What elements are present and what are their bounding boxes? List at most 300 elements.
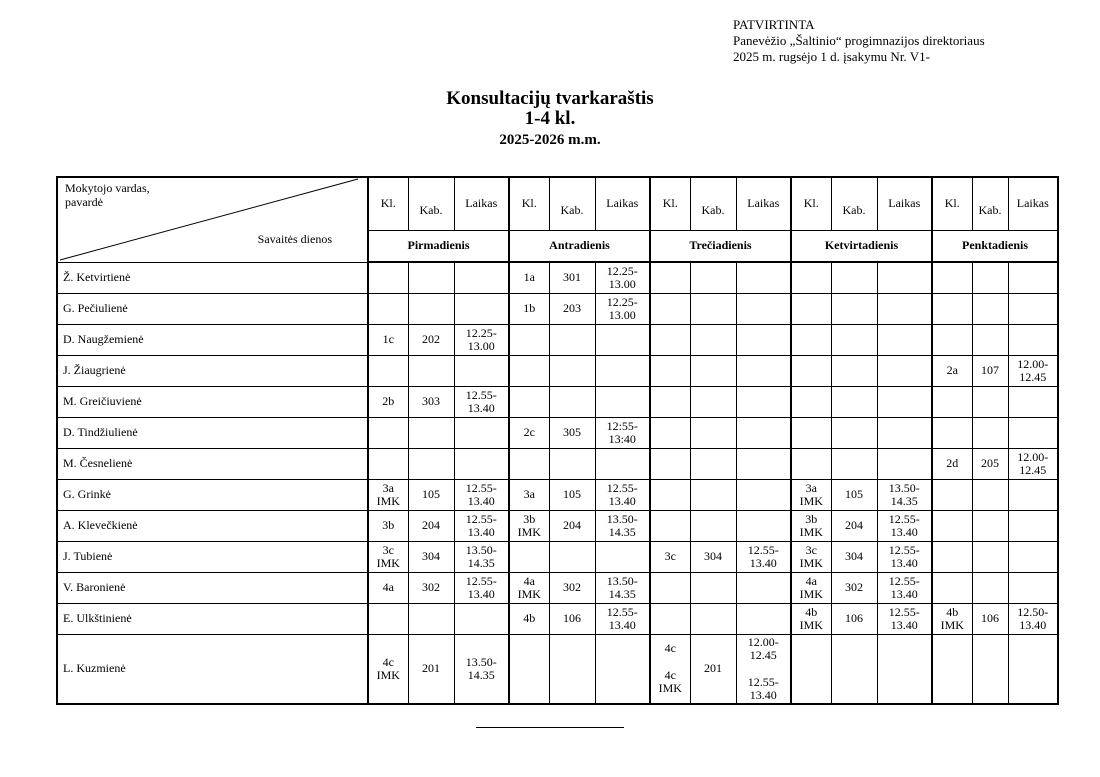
room-cell bbox=[831, 448, 877, 479]
time-cell bbox=[877, 448, 932, 479]
class-cell bbox=[932, 262, 972, 293]
header-time-2: Laikas bbox=[595, 177, 650, 230]
class-cell bbox=[650, 293, 690, 324]
room-cell bbox=[690, 417, 736, 448]
time-cell-line-1: 12.50- bbox=[1017, 604, 1049, 619]
class-cell bbox=[932, 634, 972, 704]
corner-header-cell bbox=[57, 177, 368, 262]
room-cell bbox=[831, 386, 877, 417]
table-row bbox=[57, 293, 1058, 324]
room-cell: 106 bbox=[831, 603, 877, 634]
time-cell bbox=[1008, 293, 1058, 324]
class-cell bbox=[509, 634, 549, 704]
time-cell bbox=[595, 603, 650, 634]
time-cell bbox=[736, 324, 791, 355]
time-cell bbox=[877, 386, 932, 417]
class-cell bbox=[368, 634, 408, 704]
title-main: Konsultacijų tvarkaraštis bbox=[446, 88, 654, 109]
time-cell bbox=[877, 293, 932, 324]
time-cell bbox=[1008, 510, 1058, 541]
time-cell bbox=[1008, 479, 1058, 510]
class-cell bbox=[791, 603, 831, 634]
header-room-2: Kab. bbox=[560, 203, 584, 218]
time-cell bbox=[595, 355, 650, 386]
time-cell-line-1: 12.55- bbox=[606, 604, 638, 619]
time-cell bbox=[877, 355, 932, 386]
class-cell-line-1: 4a bbox=[805, 573, 817, 588]
room-cell bbox=[972, 386, 1008, 417]
room-cell: 304 bbox=[690, 541, 736, 572]
room-cell: 201 bbox=[690, 634, 736, 704]
class-cell bbox=[368, 541, 408, 572]
document-title bbox=[0, 88, 1100, 151]
time-cell-line-2: 14.35 bbox=[890, 493, 918, 508]
time-cell-line-1: 12.55- bbox=[888, 604, 920, 619]
room-cell bbox=[690, 603, 736, 634]
room-cell: 105 bbox=[408, 479, 454, 510]
time-cell bbox=[1008, 603, 1058, 634]
time-cell bbox=[454, 572, 509, 603]
teacher-name: G. Grinkė bbox=[57, 479, 368, 510]
day-header-5: Penktadienis bbox=[932, 230, 1058, 262]
class-cell bbox=[932, 324, 972, 355]
header-room-cell-1 bbox=[408, 177, 454, 230]
teacher-name: J. Žiaugrienė bbox=[57, 355, 368, 386]
teacher-name: Ž. Ketvirtienė bbox=[57, 262, 368, 293]
class-cell bbox=[932, 603, 972, 634]
time-cell-line-2: 13.40 bbox=[1019, 617, 1047, 632]
room-cell: 204 bbox=[408, 510, 454, 541]
room-cell bbox=[408, 355, 454, 386]
room-cell bbox=[408, 603, 454, 634]
table-row bbox=[57, 417, 1058, 448]
room-cell bbox=[831, 324, 877, 355]
time-cell bbox=[877, 541, 932, 572]
room-cell: 202 bbox=[408, 324, 454, 355]
table-row bbox=[57, 479, 1058, 510]
class-cell: 1c bbox=[368, 324, 408, 355]
time-cell bbox=[595, 417, 650, 448]
time-cell bbox=[454, 417, 509, 448]
room-cell bbox=[972, 510, 1008, 541]
time-cell-line-2: 13.40 bbox=[890, 524, 918, 539]
time-cell bbox=[595, 634, 650, 704]
class-cell bbox=[932, 479, 972, 510]
time-cell-line-1: 12.25- bbox=[606, 294, 638, 309]
time-cell bbox=[736, 634, 791, 704]
teacher-name: A. Klevečkienė bbox=[57, 510, 368, 541]
class-cell bbox=[509, 572, 549, 603]
room-cell: 203 bbox=[549, 293, 595, 324]
time-cell bbox=[736, 510, 791, 541]
time-cell-line-1: 12.55- bbox=[888, 573, 920, 588]
room-cell: 304 bbox=[831, 541, 877, 572]
room-cell bbox=[408, 262, 454, 293]
time-cell-line-1: 13.50- bbox=[465, 542, 497, 557]
teacher-name: G. Pečiulienė bbox=[57, 293, 368, 324]
weekdays-label: Savaitės dienos bbox=[257, 231, 332, 246]
class-cell-line-2: IMK bbox=[376, 555, 400, 570]
class-cell-line-1: 4a bbox=[523, 573, 535, 588]
room-cell bbox=[831, 262, 877, 293]
class-cell-line-2: IMK bbox=[517, 524, 541, 539]
header-room-cell-4 bbox=[831, 177, 877, 230]
time-cell-line-2: 12.45 bbox=[1019, 369, 1047, 384]
class-cell: 3a bbox=[509, 479, 549, 510]
time-cell-line-2: 13.40 bbox=[467, 524, 495, 539]
table-row bbox=[57, 324, 1058, 355]
class-cell bbox=[791, 448, 831, 479]
time-cell bbox=[1008, 572, 1058, 603]
room-cell bbox=[549, 386, 595, 417]
class-cell bbox=[650, 448, 690, 479]
teacher-name: D. Tindžiulienė bbox=[57, 417, 368, 448]
header-time-4: Laikas bbox=[877, 177, 932, 230]
room-cell bbox=[690, 572, 736, 603]
time-cell-line-2: 12.45 bbox=[749, 647, 777, 662]
room-cell bbox=[972, 324, 1008, 355]
room-cell: 303 bbox=[408, 386, 454, 417]
class-cell bbox=[368, 448, 408, 479]
class-cell-line-2: IMK bbox=[517, 586, 541, 601]
class-cell bbox=[791, 479, 831, 510]
time-cell-line-2: 14.35 bbox=[608, 524, 636, 539]
class-cell bbox=[791, 293, 831, 324]
class-cell bbox=[791, 386, 831, 417]
class-cell bbox=[509, 510, 549, 541]
time-cell bbox=[454, 510, 509, 541]
class-cell bbox=[650, 324, 690, 355]
room-cell bbox=[831, 355, 877, 386]
class-cell: 2a bbox=[932, 355, 972, 386]
class-cell bbox=[791, 541, 831, 572]
teacher-column-label bbox=[65, 181, 150, 209]
class-cell bbox=[791, 572, 831, 603]
room-cell bbox=[690, 355, 736, 386]
time-cell-line-2: 13.00 bbox=[608, 276, 636, 291]
time-cell bbox=[454, 541, 509, 572]
room-cell bbox=[972, 479, 1008, 510]
class-cell-line-1: 4b bbox=[946, 604, 959, 619]
class-cell-line-1: 3c bbox=[382, 542, 394, 557]
table-row bbox=[57, 448, 1058, 479]
class-cell-line-2: IMK bbox=[799, 493, 823, 508]
table-row bbox=[57, 572, 1058, 603]
time-cell bbox=[454, 355, 509, 386]
time-cell bbox=[877, 510, 932, 541]
class-cell bbox=[650, 355, 690, 386]
time-cell-line-2: 13.40 bbox=[749, 555, 777, 570]
time-cell bbox=[877, 417, 932, 448]
teacher-name: V. Baronienė bbox=[57, 572, 368, 603]
class-cell bbox=[650, 634, 690, 704]
class-cell-line-1: 3a bbox=[382, 480, 394, 495]
time-cell-line-2: 13.00 bbox=[467, 338, 495, 353]
time-cell bbox=[736, 386, 791, 417]
teacher-column-label-line1: Mokytojo vardas, bbox=[65, 181, 150, 195]
class-cell bbox=[368, 479, 408, 510]
class-cell bbox=[368, 603, 408, 634]
class-cell: 1a bbox=[509, 262, 549, 293]
day-header-4: Ketvirtadienis bbox=[791, 230, 932, 262]
header-time-5: Laikas bbox=[1008, 177, 1058, 230]
signature-line bbox=[476, 727, 624, 728]
room-cell: 106 bbox=[549, 603, 595, 634]
time-cell bbox=[1008, 634, 1058, 704]
time-cell bbox=[1008, 262, 1058, 293]
time-cell bbox=[736, 541, 791, 572]
class-cell: 3c bbox=[650, 541, 690, 572]
header-class-5: Kl. bbox=[932, 177, 972, 230]
class-cell-line-2: IMK bbox=[799, 555, 823, 570]
time-cell-line-2: 14.35 bbox=[467, 555, 495, 570]
time-cell bbox=[1008, 448, 1058, 479]
room-cell: 205 bbox=[972, 448, 1008, 479]
class-cell-line-1: 4c bbox=[382, 654, 394, 669]
class-cell bbox=[650, 417, 690, 448]
time-cell-line-1: 12.55- bbox=[465, 480, 497, 495]
time-cell-line-2: 13.00 bbox=[608, 307, 636, 322]
time-cell bbox=[877, 603, 932, 634]
time-cell-line-2: 13.40 bbox=[890, 555, 918, 570]
time-cell bbox=[736, 479, 791, 510]
room-cell bbox=[549, 324, 595, 355]
time-cell bbox=[595, 479, 650, 510]
room-cell bbox=[831, 634, 877, 704]
room-cell bbox=[690, 448, 736, 479]
time-cell bbox=[595, 448, 650, 479]
time-cell-line-2: 13.40 bbox=[467, 400, 495, 415]
class-cell: 2b bbox=[368, 386, 408, 417]
class-cell bbox=[932, 293, 972, 324]
class-cell bbox=[650, 386, 690, 417]
table-row bbox=[57, 510, 1058, 541]
room-cell bbox=[690, 262, 736, 293]
approval-line-1: PATVIRTINTA bbox=[733, 17, 815, 32]
header-room-1: Kab. bbox=[419, 203, 443, 218]
time-cell-line-1: 12.00- bbox=[747, 634, 779, 649]
time-cell bbox=[454, 324, 509, 355]
room-cell bbox=[549, 541, 595, 572]
table-row bbox=[57, 262, 1058, 293]
class-cell-line-2: IMK bbox=[376, 667, 400, 682]
teacher-name: L. Kuzmienė bbox=[57, 634, 368, 704]
class-cell bbox=[650, 603, 690, 634]
room-cell: 301 bbox=[549, 262, 595, 293]
time-cell-line-2: 14.35 bbox=[608, 586, 636, 601]
room-cell: 105 bbox=[831, 479, 877, 510]
class-cell bbox=[932, 510, 972, 541]
class-cell bbox=[509, 541, 549, 572]
time-cell-line-2: 14.35 bbox=[467, 667, 495, 682]
time-cell-line-1: 13.50- bbox=[465, 654, 497, 669]
class-cell bbox=[650, 510, 690, 541]
time-cell bbox=[736, 355, 791, 386]
room-cell bbox=[549, 448, 595, 479]
class-cell bbox=[791, 355, 831, 386]
room-cell: 105 bbox=[549, 479, 595, 510]
time-cell bbox=[454, 386, 509, 417]
header-room-cell-2 bbox=[549, 177, 595, 230]
time-cell-line-2: 13.40 bbox=[467, 493, 495, 508]
time-cell-line-1: 12:55- bbox=[606, 418, 638, 433]
time-cell bbox=[736, 262, 791, 293]
class-cell bbox=[368, 417, 408, 448]
title-grades: 1-4 kl. bbox=[524, 108, 576, 129]
class-cell bbox=[791, 634, 831, 704]
time-cell-line-2: 13:40 bbox=[608, 431, 636, 446]
header-class-4: Kl. bbox=[791, 177, 831, 230]
room-cell bbox=[972, 572, 1008, 603]
class-cell bbox=[368, 355, 408, 386]
class-cell: 2c bbox=[509, 417, 549, 448]
time-cell bbox=[877, 479, 932, 510]
header-room-3: Kab. bbox=[701, 203, 725, 218]
time-cell bbox=[454, 603, 509, 634]
room-cell bbox=[690, 479, 736, 510]
time-cell bbox=[877, 324, 932, 355]
room-cell: 106 bbox=[972, 603, 1008, 634]
class-cell-line-2: IMK bbox=[799, 524, 823, 539]
class-cell-line-2: IMK bbox=[940, 617, 964, 632]
class-cell bbox=[932, 541, 972, 572]
time-cell bbox=[595, 293, 650, 324]
time-cell-line-3: 12.55- bbox=[747, 674, 779, 689]
class-cell-line-2: IMK bbox=[799, 617, 823, 632]
room-cell bbox=[972, 262, 1008, 293]
class-cell bbox=[509, 448, 549, 479]
class-cell-line-2: IMK bbox=[799, 586, 823, 601]
time-cell bbox=[1008, 355, 1058, 386]
time-cell-line-1: 12.00- bbox=[1017, 449, 1049, 464]
room-cell bbox=[972, 634, 1008, 704]
teacher-column-label-line2: pavardė bbox=[65, 195, 103, 209]
class-cell bbox=[791, 262, 831, 293]
room-cell: 305 bbox=[549, 417, 595, 448]
room-cell bbox=[831, 293, 877, 324]
consultation-schedule-table bbox=[56, 176, 1059, 705]
class-cell-line-2: 4c bbox=[664, 668, 676, 683]
time-cell bbox=[877, 262, 932, 293]
class-cell-line-1: 4c bbox=[664, 641, 676, 656]
class-cell-line-3: IMK bbox=[658, 681, 682, 696]
table-row bbox=[57, 541, 1058, 572]
time-cell bbox=[454, 262, 509, 293]
class-cell-line-1: 4b bbox=[805, 604, 818, 619]
teacher-name: D. Naugžemienė bbox=[57, 324, 368, 355]
time-cell bbox=[1008, 324, 1058, 355]
room-cell bbox=[549, 355, 595, 386]
approval-line-3: 2025 m. rugsėjo 1 d. įsakymu Nr. V1- bbox=[733, 49, 930, 64]
time-cell-line-1: 12.55- bbox=[465, 387, 497, 402]
day-header-3: Trečiadienis bbox=[650, 230, 791, 262]
class-cell: 3b bbox=[368, 510, 408, 541]
class-cell bbox=[368, 262, 408, 293]
time-cell bbox=[595, 541, 650, 572]
header-time-1: Laikas bbox=[454, 177, 509, 230]
class-cell bbox=[650, 262, 690, 293]
header-class-1: Kl. bbox=[368, 177, 408, 230]
teacher-name: E. Ulkštinienė bbox=[57, 603, 368, 634]
class-cell: 4a bbox=[368, 572, 408, 603]
time-cell-line-4: 13.40 bbox=[749, 687, 777, 702]
room-cell bbox=[690, 324, 736, 355]
class-cell bbox=[509, 386, 549, 417]
time-cell bbox=[736, 448, 791, 479]
time-cell-line-1: 12.25- bbox=[465, 325, 497, 340]
time-cell bbox=[454, 448, 509, 479]
table-row bbox=[57, 634, 1058, 704]
teacher-name: M. Česnelienė bbox=[57, 448, 368, 479]
time-cell bbox=[1008, 541, 1058, 572]
time-cell bbox=[454, 479, 509, 510]
day-header-1: Pirmadienis bbox=[368, 230, 509, 262]
time-cell-line-1: 13.50- bbox=[606, 573, 638, 588]
room-cell: 302 bbox=[549, 572, 595, 603]
time-cell-line-1: 12.00- bbox=[1017, 356, 1049, 371]
header-room-cell-3 bbox=[690, 177, 736, 230]
header-room-4: Kab. bbox=[842, 203, 866, 218]
time-cell bbox=[595, 572, 650, 603]
header-room-cell-5 bbox=[972, 177, 1008, 230]
time-cell-line-2: 12.45 bbox=[1019, 462, 1047, 477]
time-cell-line-2: 13.40 bbox=[467, 586, 495, 601]
class-cell: 2d bbox=[932, 448, 972, 479]
header-class-3: Kl. bbox=[650, 177, 690, 230]
room-cell: 302 bbox=[408, 572, 454, 603]
time-cell bbox=[736, 293, 791, 324]
time-cell bbox=[736, 417, 791, 448]
room-cell: 304 bbox=[408, 541, 454, 572]
time-cell-line-1: 12.55- bbox=[465, 573, 497, 588]
teacher-name: M. Greičiuvienė bbox=[57, 386, 368, 417]
class-cell-line-2: IMK bbox=[376, 493, 400, 508]
class-cell bbox=[368, 293, 408, 324]
time-cell bbox=[877, 572, 932, 603]
class-cell-line-1: 3c bbox=[805, 542, 817, 557]
time-cell bbox=[736, 603, 791, 634]
room-cell bbox=[831, 417, 877, 448]
class-cell bbox=[791, 510, 831, 541]
header-class-2: Kl. bbox=[509, 177, 549, 230]
time-cell-line-2: 13.40 bbox=[608, 493, 636, 508]
table-row bbox=[57, 386, 1058, 417]
class-cell bbox=[932, 417, 972, 448]
class-cell bbox=[650, 572, 690, 603]
class-cell-line-1: 3a bbox=[805, 480, 817, 495]
room-cell bbox=[972, 541, 1008, 572]
class-cell bbox=[650, 479, 690, 510]
time-cell-line-1: 12.55- bbox=[465, 511, 497, 526]
room-cell bbox=[972, 417, 1008, 448]
time-cell-line-1: 12.55- bbox=[606, 480, 638, 495]
header-room-5: Kab. bbox=[978, 203, 1002, 218]
class-cell: 1b bbox=[509, 293, 549, 324]
class-cell bbox=[509, 324, 549, 355]
header-time-3: Laikas bbox=[736, 177, 791, 230]
time-cell bbox=[1008, 417, 1058, 448]
room-cell: 204 bbox=[549, 510, 595, 541]
time-cell bbox=[454, 634, 509, 704]
class-cell bbox=[791, 324, 831, 355]
time-cell-line-1: 12.25- bbox=[606, 263, 638, 278]
time-cell bbox=[595, 510, 650, 541]
room-cell bbox=[690, 386, 736, 417]
room-cell bbox=[690, 510, 736, 541]
room-cell: 201 bbox=[408, 634, 454, 704]
class-cell-line-1: 3b bbox=[805, 511, 818, 526]
time-cell bbox=[736, 572, 791, 603]
